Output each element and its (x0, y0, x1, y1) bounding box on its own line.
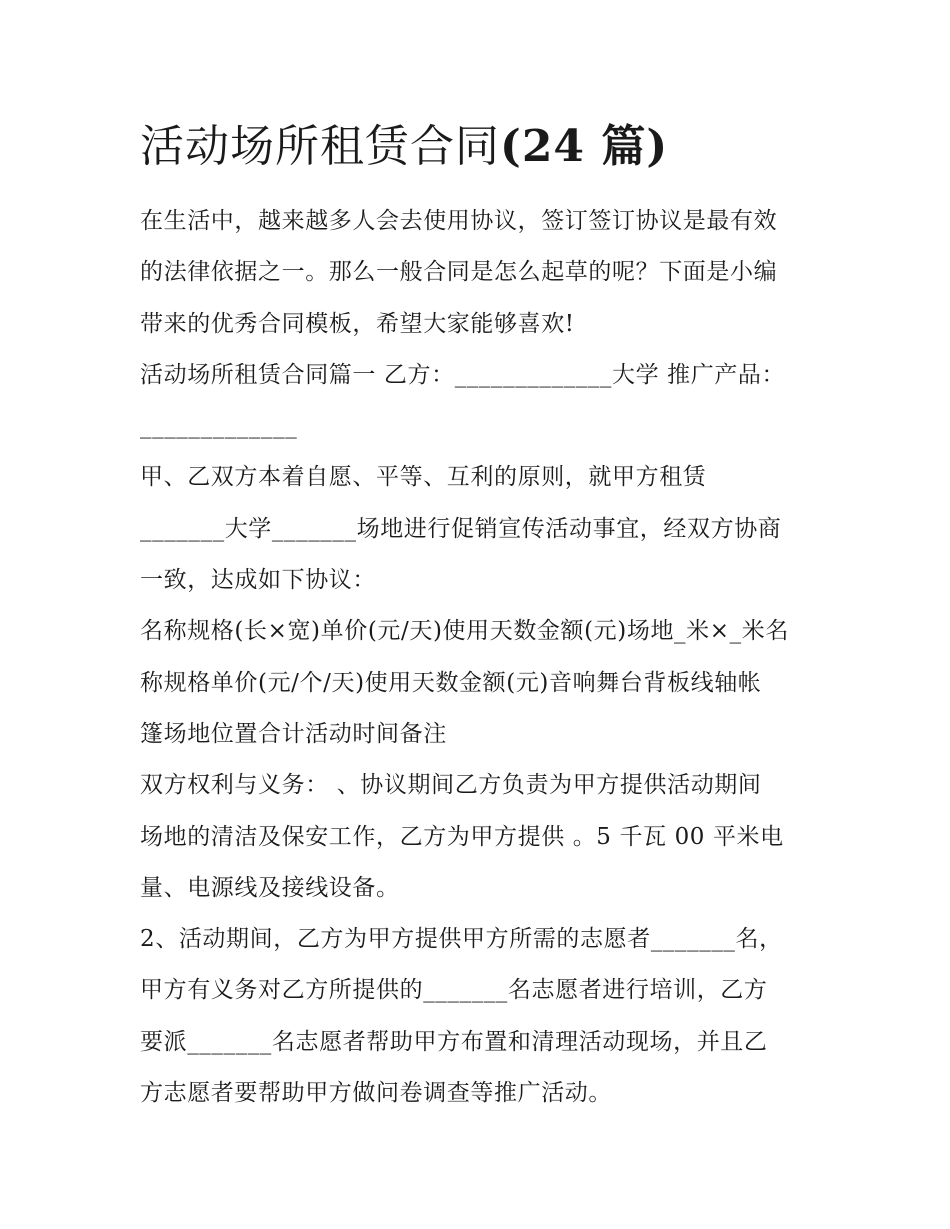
text-line: _______大学_______场地进行促销宣传活动事宜，经双方协商 (140, 515, 782, 542)
text-line: 场地的清洁及保安工作，乙方为甲方提供 。5 千瓦 00 平米电 (140, 823, 784, 850)
text-line: 甲方有义务对乙方所提供的_______名志愿者进行培训，乙方 (140, 977, 768, 1004)
paragraph-intro (140, 196, 820, 350)
document-title (140, 117, 820, 177)
text-line: 方志愿者要帮助甲方做问卷调查等推广活动。 (140, 1080, 612, 1107)
text-line: 2、活动期间，乙方为甲方提供甲方所需的志愿者_______名， (140, 926, 783, 953)
paragraph-parties (140, 350, 820, 453)
paragraph-rights (140, 760, 820, 914)
text-line: 名称规格(长×宽)单价(元/天)使用天数金额(元)场地_米×_米名 (140, 618, 789, 645)
paragraph-principle (140, 452, 820, 606)
text-line: 甲、乙双方本着自愿、平等、互利的原则，就甲方租赁 (140, 464, 707, 491)
paragraph-clause-2 (140, 914, 820, 1119)
text-line: 称规格单价(元/个/天)使用天数金额(元)音响舞台背板线轴帐 (140, 669, 762, 696)
text-line: 的法律依据之一。那么一般合同是怎么起草的呢？下面是小编 (140, 259, 778, 286)
paragraph-table-text (140, 606, 820, 760)
text-line: 量、电源线及接线设备。 (140, 874, 400, 901)
text-line: 一致，达成如下协议： (140, 567, 376, 594)
document-body (140, 196, 820, 1119)
title-text: 活动场所租赁合同 (140, 121, 500, 172)
title-count: (24 篇) (500, 121, 669, 172)
text-line: 活动场所租赁合同篇一 乙方：_____________大学 推广产品： (140, 361, 786, 388)
blank-fill-line: _____________ (140, 413, 298, 440)
text-line: 带来的优秀合同模板，希望大家能够喜欢! (140, 310, 575, 337)
text-line: 要派_______名志愿者帮助甲方布置和清理活动现场，并且乙 (140, 1028, 768, 1055)
text-line: 双方权利与义务： 、协议期间乙方负责为甲方提供活动期间 (140, 772, 762, 799)
text-line: 在生活中，越来越多人会去使用协议，签订签订协议是最有效 (140, 208, 778, 234)
text-line: 篷场地位置合计活动时间备注 (140, 720, 447, 747)
